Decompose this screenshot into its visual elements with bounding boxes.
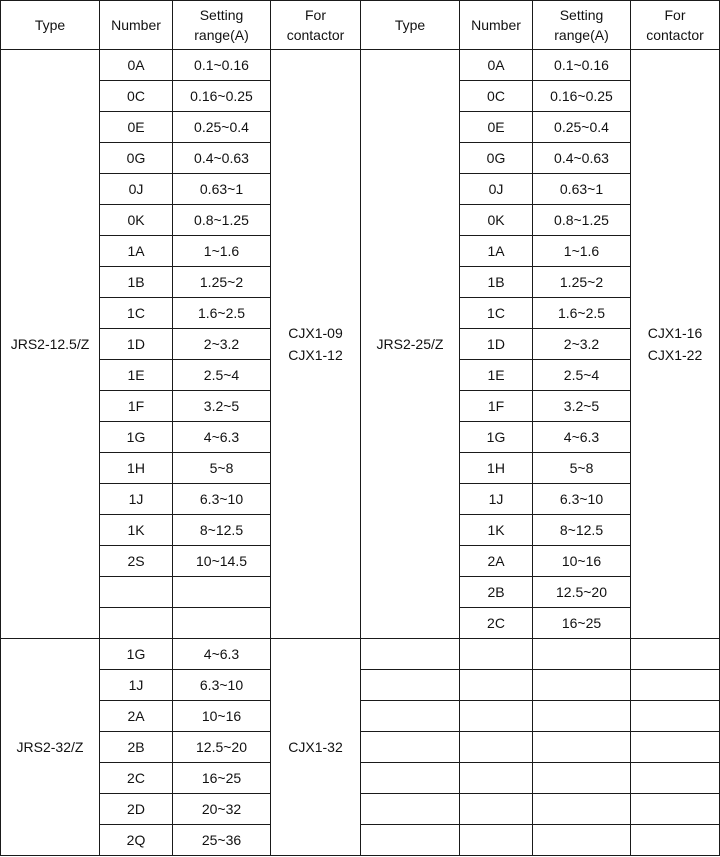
empty-cell (533, 763, 631, 794)
range-cell: 16~25 (173, 763, 271, 794)
range-cell: 4~6.3 (173, 422, 271, 453)
range-cell: 0.1~0.16 (173, 50, 271, 81)
header-for-contactor: For contactor (631, 1, 720, 50)
number-cell: 2Q (100, 825, 173, 856)
number-cell: 1H (460, 453, 533, 484)
empty-cell (631, 670, 720, 701)
header-setting-range: Setting range(A) (173, 1, 271, 50)
range-cell: 6.3~10 (173, 670, 271, 701)
number-cell: 1F (460, 391, 533, 422)
number-cell: 1G (460, 422, 533, 453)
range-cell: 8~12.5 (173, 515, 271, 546)
number-cell: 1F (100, 391, 173, 422)
number-cell: 1G (100, 422, 173, 453)
number-cell: 1G (100, 639, 173, 670)
type-cell: JRS2-32/Z (1, 639, 100, 856)
range-cell: 2~3.2 (173, 329, 271, 360)
number-cell: 1B (460, 267, 533, 298)
empty-cell (631, 763, 720, 794)
empty-cell (460, 794, 533, 825)
number-cell: 0K (100, 205, 173, 236)
range-cell: 1.25~2 (173, 267, 271, 298)
range-cell: 20~32 (173, 794, 271, 825)
header-for-contactor: For contactor (271, 1, 361, 50)
table-row (1, 670, 720, 701)
range-cell: 0.16~0.25 (533, 81, 631, 112)
range-cell: 1.6~2.5 (533, 298, 631, 329)
range-cell (173, 577, 271, 608)
contactor-cell: CJX1-09 CJX1-12 (271, 50, 361, 639)
number-cell (100, 608, 173, 639)
empty-cell (631, 732, 720, 763)
range-cell: 2~3.2 (533, 329, 631, 360)
range-cell: 0.16~0.25 (173, 81, 271, 112)
empty-cell (361, 794, 460, 825)
range-cell: 12.5~20 (533, 577, 631, 608)
empty-cell (533, 639, 631, 670)
range-cell: 4~6.3 (533, 422, 631, 453)
empty-cell (533, 701, 631, 732)
range-cell: 0.25~0.4 (173, 112, 271, 143)
range-cell: 8~12.5 (533, 515, 631, 546)
range-cell: 2.5~4 (173, 360, 271, 391)
range-cell: 1~1.6 (533, 236, 631, 267)
table-row (1, 825, 720, 856)
table-row (1, 639, 720, 670)
range-cell: 0.8~1.25 (173, 205, 271, 236)
number-cell (100, 577, 173, 608)
number-cell: 0G (460, 143, 533, 174)
empty-cell (361, 639, 460, 670)
range-cell: 3.2~5 (533, 391, 631, 422)
number-cell: 0J (100, 174, 173, 205)
range-cell: 6.3~10 (173, 484, 271, 515)
number-cell: 0G (100, 143, 173, 174)
number-cell: 2A (460, 546, 533, 577)
number-cell: 1A (100, 236, 173, 267)
empty-cell (631, 794, 720, 825)
number-cell: 2A (100, 701, 173, 732)
empty-cell (460, 825, 533, 856)
empty-cell (460, 763, 533, 794)
type-cell: JRS2-12.5/Z (1, 50, 100, 639)
type-cell: JRS2-25/Z (361, 50, 460, 639)
range-cell: 10~16 (533, 546, 631, 577)
number-cell: 2C (460, 608, 533, 639)
range-cell: 5~8 (173, 453, 271, 484)
number-cell: 2B (100, 732, 173, 763)
number-cell: 0A (460, 50, 533, 81)
header-type: Type (361, 1, 460, 50)
number-cell: 1K (460, 515, 533, 546)
range-cell: 0.63~1 (533, 174, 631, 205)
table-row (1, 794, 720, 825)
number-cell: 1C (460, 298, 533, 329)
header-number: Number (460, 1, 533, 50)
number-cell: 2C (100, 763, 173, 794)
range-cell: 4~6.3 (173, 639, 271, 670)
number-cell: 0J (460, 174, 533, 205)
number-cell: 1C (100, 298, 173, 329)
range-cell (173, 608, 271, 639)
empty-cell (533, 670, 631, 701)
number-cell: 1E (100, 360, 173, 391)
number-cell: 2D (100, 794, 173, 825)
number-cell: 1J (100, 670, 173, 701)
number-cell: 1D (100, 329, 173, 360)
range-cell: 2.5~4 (533, 360, 631, 391)
number-cell: 1B (100, 267, 173, 298)
table-row (1, 763, 720, 794)
number-cell: 1A (460, 236, 533, 267)
range-cell: 0.8~1.25 (533, 205, 631, 236)
empty-cell (361, 763, 460, 794)
empty-cell (631, 701, 720, 732)
range-cell: 5~8 (533, 453, 631, 484)
range-cell: 0.25~0.4 (533, 112, 631, 143)
empty-cell (361, 732, 460, 763)
range-cell: 0.4~0.63 (533, 143, 631, 174)
empty-cell (460, 732, 533, 763)
table-row (1, 732, 720, 763)
range-cell: 3.2~5 (173, 391, 271, 422)
number-cell: 1J (100, 484, 173, 515)
empty-cell (460, 639, 533, 670)
range-cell: 1.25~2 (533, 267, 631, 298)
empty-cell (361, 701, 460, 732)
range-cell: 1~1.6 (173, 236, 271, 267)
header-setting-range: Setting range(A) (533, 1, 631, 50)
range-cell: 10~14.5 (173, 546, 271, 577)
number-cell: 0C (100, 81, 173, 112)
number-cell: 0E (460, 112, 533, 143)
range-cell: 16~25 (533, 608, 631, 639)
range-cell: 0.1~0.16 (533, 50, 631, 81)
empty-cell (361, 825, 460, 856)
empty-cell (460, 670, 533, 701)
empty-cell (460, 701, 533, 732)
number-cell: 1D (460, 329, 533, 360)
empty-cell (533, 732, 631, 763)
range-cell: 6.3~10 (533, 484, 631, 515)
range-cell: 0.4~0.63 (173, 143, 271, 174)
empty-cell (631, 639, 720, 670)
number-cell: 0E (100, 112, 173, 143)
number-cell: 0K (460, 205, 533, 236)
number-cell: 2B (460, 577, 533, 608)
range-cell: 0.63~1 (173, 174, 271, 205)
number-cell: 0C (460, 81, 533, 112)
range-cell: 1.6~2.5 (173, 298, 271, 329)
contactor-cell: CJX1-32 (271, 639, 361, 856)
header-row (1, 1, 720, 50)
empty-cell (361, 670, 460, 701)
header-number: Number (100, 1, 173, 50)
number-cell: 1K (100, 515, 173, 546)
empty-cell (533, 794, 631, 825)
number-cell: 1E (460, 360, 533, 391)
range-cell: 25~36 (173, 825, 271, 856)
empty-cell (631, 825, 720, 856)
range-cell: 10~16 (173, 701, 271, 732)
number-cell: 1J (460, 484, 533, 515)
range-cell: 12.5~20 (173, 732, 271, 763)
number-cell: 2S (100, 546, 173, 577)
table-row (1, 701, 720, 732)
header-type: Type (1, 1, 100, 50)
number-cell: 1H (100, 453, 173, 484)
table-row (1, 50, 720, 81)
contactor-cell: CJX1-16 CJX1-22 (631, 50, 720, 639)
number-cell: 0A (100, 50, 173, 81)
empty-cell (533, 825, 631, 856)
